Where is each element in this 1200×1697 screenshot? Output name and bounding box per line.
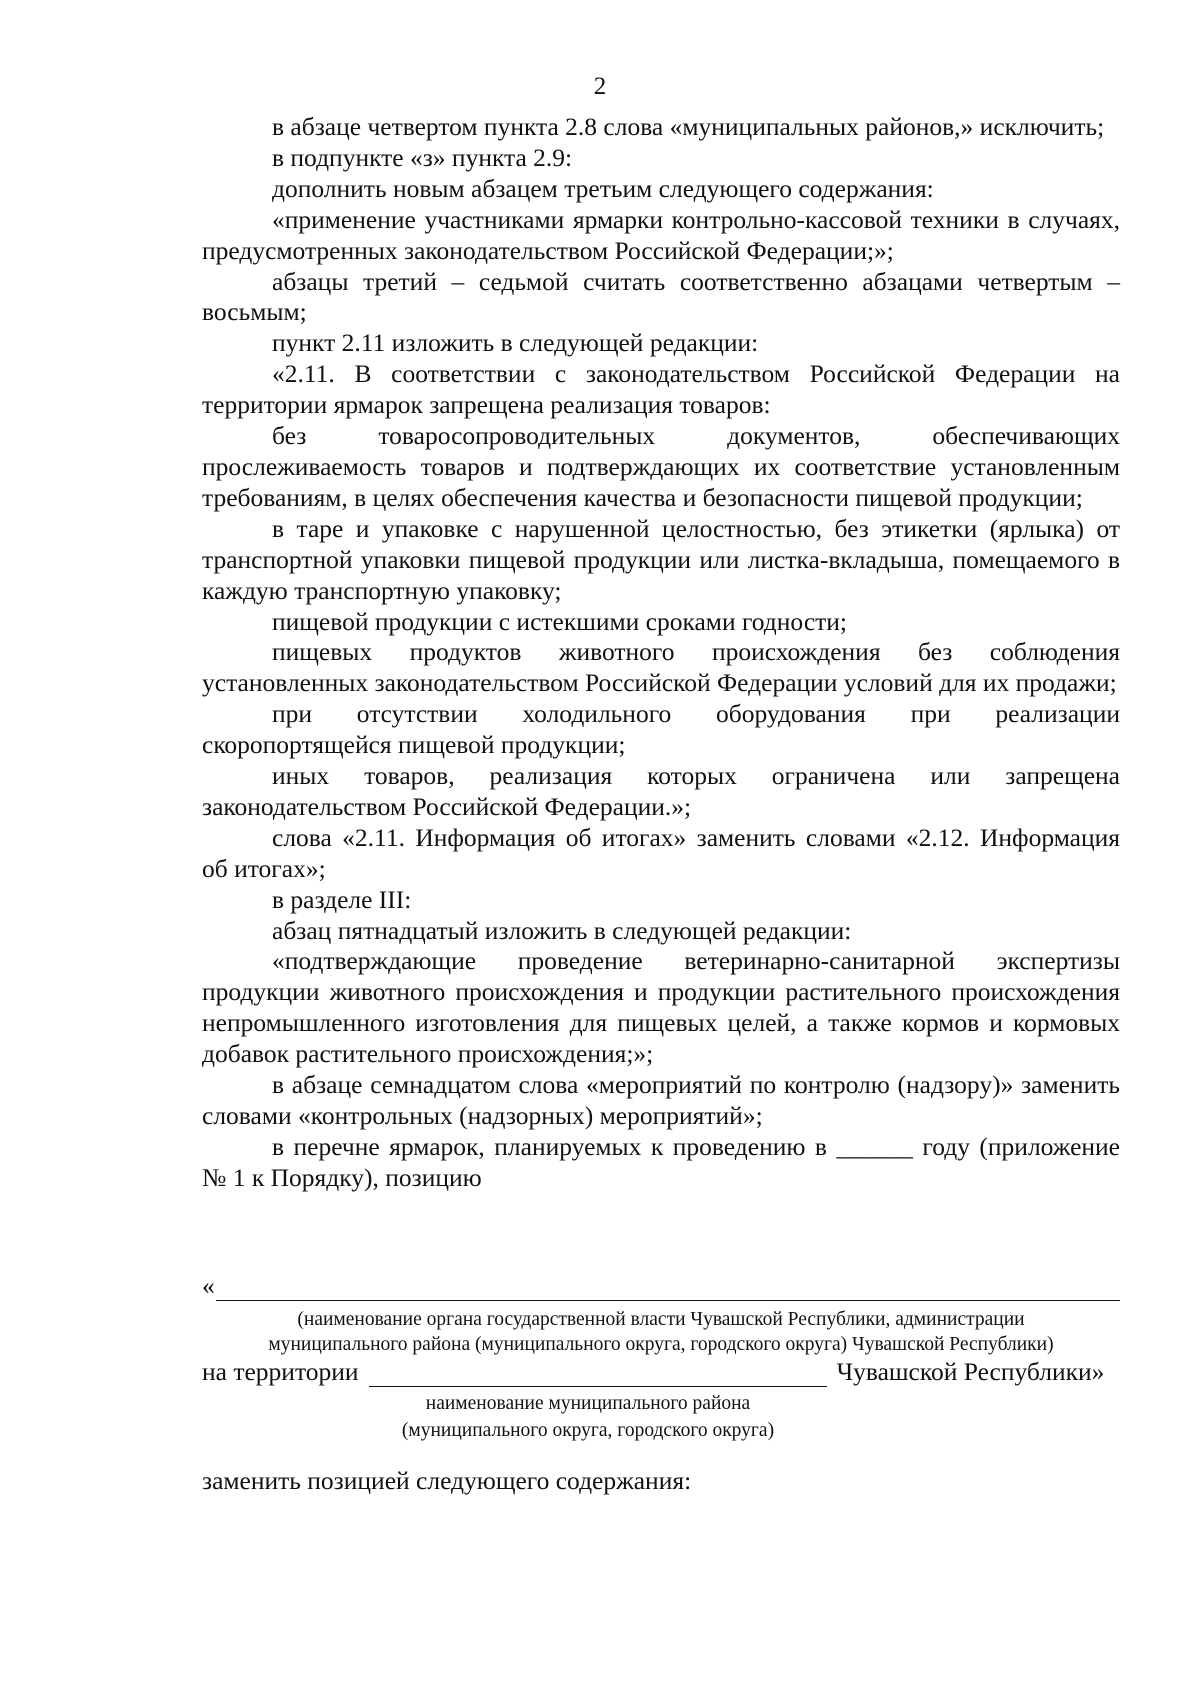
paragraph: в перечне ярмарок, планируемых к проведению в ______ году (приложение № 1 к Порядку), позицию [202, 1131, 1120, 1192]
paragraph: «2.11. В соответствии с законодательством Российской Федерации на территории ярмарок запрещена реализация товаров: [202, 359, 1120, 420]
paragraph: без товаросопроводительных документов, обеспечивающих прослеживаемость товаров и подтверждающих их соответствие установленным требованиям, в целях обеспечения качества и безопасности пищевой продукции; [202, 421, 1120, 512]
organization-caption-line-1: (наименование органа государственной власти Чувашской Республики, администрации [297, 1309, 1025, 1330]
paragraph: иных товаров, реализация которых ограничена или запрещена законодательством Российской Федерации.»; [202, 761, 1120, 821]
paragraph: абзацы третий – седьмой считать соответственно абзацами четвертым – восьмым; [202, 266, 1120, 327]
organization-line-row [202, 1271, 1120, 1301]
position-template [202, 1271, 1120, 1443]
paragraph: при отсутствии холодильного оборудования при реализации скоропортящейся пищевой продукции; [202, 699, 1120, 760]
paragraph: в таре и упаковке с нарушенной целостностью, без этикетки (ярлыка) от транспортной упаковки пищевой продукции или листка-вкладыша, помещаемого в каждую транспортную упаковку; [202, 513, 1120, 605]
paragraph: пищевых продуктов животного происхождения без соблюдения установленных законодательством Российской Федерации условий для их продажи; [202, 637, 1120, 698]
paragraph: дополнить новым абзацем третьим следующего содержания: [272, 173, 934, 203]
replace-instruction: заменить позицией следующего содержания: [202, 1466, 692, 1495]
territory-row [202, 1357, 1120, 1387]
document-body [202, 112, 1120, 1194]
paragraph: «подтверждающие проведение ветеринарно-санитарной экспертизы продукции животного происхождения и продукции растительного происхождения непромышленного изготовления для пищевых целей, а также кормов и кормовых добавок растительного происхождения;»; [202, 946, 1120, 1069]
territory-caption-line-2: (муниципального округа, городского округа) [401, 1420, 775, 1441]
paragraph: в абзаце семнадцатом слова «мероприятий по контролю (надзору)» заменить словами «контрольных (надзорных) мероприятий»; [202, 1070, 1120, 1130]
paragraph: пункт 2.11 изложить в следующей редакции: [272, 328, 759, 358]
paragraph: слова «2.11. Информация об итогах» заменить словами «2.12. Информация об итогах»; [202, 822, 1120, 883]
open-quote: « [202, 1271, 215, 1300]
paragraph: пищевой продукции с истекшими сроками годности; [272, 606, 848, 636]
paragraph: в разделе III: [272, 884, 412, 914]
paragraph: в подпункте «з» пункта 2.9: [272, 142, 573, 172]
territory-suffix: Чувашской Республики» [836, 1357, 1105, 1386]
territory-blank-line [369, 1362, 827, 1387]
territory-prefix: на территории [202, 1357, 359, 1386]
page-number: 2 [593, 73, 607, 100]
paragraph: «применение участниками ярмарки контрольно-кассовой техники в случаях, предусмотренных законодательством Российской Федерации;»; [202, 204, 1120, 265]
paragraph: абзац пятнадцатый изложить в следующей редакции: [272, 915, 852, 945]
paragraph: в абзаце четвертом пункта 2.8 слова «муниципальных районов,» исключить; [272, 112, 1105, 141]
organization-blank-line [216, 1276, 1120, 1301]
organization-caption-line-2: муниципального района (муниципального округа, городского округа) Чувашской Республики) [268, 1334, 1054, 1355]
territory-caption-line-1: наименование муниципального района [425, 1393, 751, 1414]
